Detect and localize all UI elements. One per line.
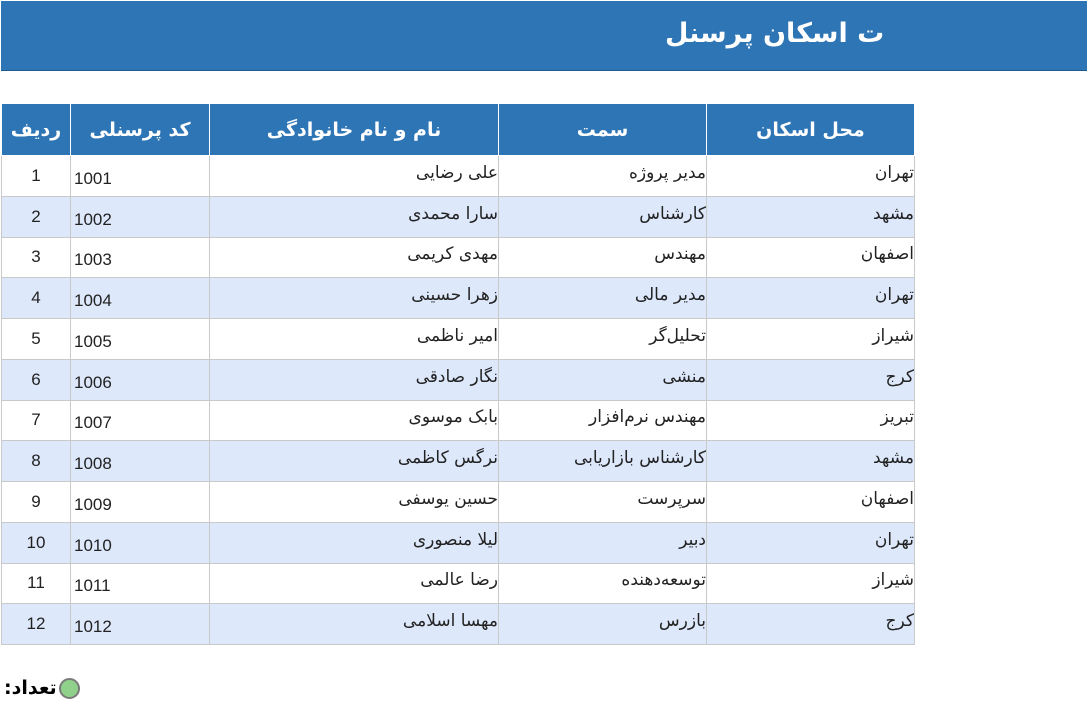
- cell-location[interactable]: [707, 522, 915, 563]
- cell-location-text: شیراز: [872, 325, 914, 346]
- cell-position-text: توسعه‌دهنده: [621, 570, 706, 591]
- cell-position[interactable]: [499, 319, 707, 360]
- cell-row-number-text: 3: [31, 247, 41, 267]
- cell-full-name[interactable]: [210, 522, 499, 563]
- cell-personnel-code-text: 1008: [74, 454, 112, 474]
- table-row[interactable]: [2, 604, 915, 645]
- cell-position-text: مهندس: [654, 244, 706, 265]
- cell-full-name[interactable]: [210, 156, 499, 197]
- cell-location-text: تبریز: [880, 407, 914, 428]
- cell-row-number-text: 9: [31, 491, 41, 511]
- cell-location[interactable]: [707, 319, 915, 360]
- cell-row-number[interactable]: [2, 278, 71, 319]
- cell-position[interactable]: [499, 441, 707, 482]
- count-area: [4, 677, 80, 707]
- cell-position-text: کارشناس: [639, 203, 706, 224]
- cell-row-number-text: 8: [31, 451, 41, 471]
- cell-location-text: تهران: [874, 285, 914, 306]
- cell-location-text: شیراز: [872, 570, 914, 591]
- cell-position[interactable]: [499, 237, 707, 278]
- cell-row-number[interactable]: [2, 319, 71, 360]
- cell-row-number-text: 12: [26, 614, 46, 634]
- cell-personnel-code-text: 1006: [74, 372, 112, 392]
- cell-position-text: تحلیل‌گر: [649, 325, 706, 346]
- column-header-personnel-code[interactable]: کد پرسنلی: [71, 104, 210, 156]
- cell-row-number-text: 7: [31, 410, 41, 430]
- cell-personnel-code[interactable]: [71, 604, 210, 645]
- cell-row-number-text: 5: [31, 328, 41, 348]
- cell-position[interactable]: [499, 522, 707, 563]
- cell-full-name-text: حسین یوسفی: [398, 488, 498, 509]
- column-header-position[interactable]: سمت: [499, 104, 707, 156]
- cell-row-number-text: 10: [26, 532, 46, 552]
- cell-full-name-text: علی رضایی: [415, 162, 498, 183]
- cell-full-name-text: نرگس کاظمی: [397, 448, 498, 469]
- cell-location-text: مشهد: [872, 448, 914, 469]
- cell-row-number[interactable]: [2, 563, 71, 604]
- cell-personnel-code[interactable]: [71, 237, 210, 278]
- staff-table: [1, 103, 915, 645]
- cell-location[interactable]: [707, 604, 915, 645]
- cell-personnel-code[interactable]: [71, 563, 210, 604]
- cell-personnel-code-text: 1009: [74, 494, 112, 514]
- cell-row-number[interactable]: [2, 156, 71, 197]
- cell-position[interactable]: [499, 359, 707, 400]
- table-row[interactable]: [2, 522, 915, 563]
- cell-personnel-code[interactable]: [71, 278, 210, 319]
- cell-full-name[interactable]: [210, 237, 499, 278]
- table-header-row: [2, 104, 915, 156]
- cell-position-text: بازرس: [658, 611, 706, 632]
- cell-full-name-text: سارا محمدی: [408, 203, 498, 224]
- cell-position-text: منشی: [662, 366, 706, 387]
- cell-personnel-code[interactable]: [71, 156, 210, 197]
- cell-full-name[interactable]: [210, 604, 499, 645]
- cell-full-name-text: لیلا منصوری: [412, 529, 498, 550]
- cell-personnel-code-text: 1002: [74, 209, 112, 229]
- cell-full-name[interactable]: [210, 319, 499, 360]
- table-row[interactable]: [2, 400, 915, 441]
- cell-position-text: مهندس نرم‌افزار: [589, 407, 706, 428]
- cell-position[interactable]: [499, 278, 707, 319]
- cell-personnel-code[interactable]: [71, 441, 210, 482]
- cell-location-text: اصفهان: [860, 244, 914, 265]
- cell-personnel-code[interactable]: [71, 319, 210, 360]
- cell-location[interactable]: [707, 278, 915, 319]
- cell-position[interactable]: [499, 482, 707, 523]
- cell-position[interactable]: [499, 400, 707, 441]
- cell-position[interactable]: [499, 196, 707, 237]
- cell-position-text: سرپرست: [637, 488, 706, 509]
- table-row[interactable]: [2, 441, 915, 482]
- cell-full-name[interactable]: [210, 441, 499, 482]
- cell-personnel-code-text: 1004: [74, 291, 112, 311]
- cell-full-name[interactable]: [210, 563, 499, 604]
- cell-personnel-code[interactable]: [71, 359, 210, 400]
- cell-location[interactable]: [707, 400, 915, 441]
- table-row[interactable]: [2, 278, 915, 319]
- cell-row-number[interactable]: [2, 400, 71, 441]
- cell-personnel-code[interactable]: [71, 400, 210, 441]
- cell-full-name-text: زهرا حسینی: [411, 285, 498, 306]
- cell-personnel-code-text: 1010: [74, 535, 112, 555]
- cell-full-name[interactable]: [210, 359, 499, 400]
- cell-position-text: کارشناس بازاریابی: [573, 448, 706, 469]
- cell-position[interactable]: [499, 604, 707, 645]
- cell-personnel-code-text: 1003: [74, 250, 112, 270]
- cell-personnel-code[interactable]: [71, 482, 210, 523]
- cell-row-number-text: 1: [31, 165, 41, 185]
- cell-location[interactable]: [707, 563, 915, 604]
- table-row[interactable]: [2, 319, 915, 360]
- cell-location[interactable]: [707, 237, 915, 278]
- cell-location-text: تهران: [874, 529, 914, 550]
- cell-full-name-text: امیر ناظمی: [416, 325, 498, 346]
- cell-location[interactable]: [707, 156, 915, 197]
- cell-row-number[interactable]: [2, 196, 71, 237]
- cell-personnel-code-text: 1007: [74, 413, 112, 433]
- table-row[interactable]: [2, 482, 915, 523]
- cell-full-name-text: نگار صادقی: [415, 366, 498, 387]
- table-row[interactable]: [2, 359, 915, 400]
- cell-location-text: تهران: [874, 162, 914, 183]
- cell-location[interactable]: [707, 359, 915, 400]
- cell-personnel-code-text: 1005: [74, 331, 112, 351]
- cell-position-text: مدیر پروژه: [629, 162, 706, 183]
- cell-personnel-code-text: 1001: [74, 168, 112, 188]
- cell-full-name[interactable]: [210, 196, 499, 237]
- count-indicator-circle[interactable]: [59, 678, 80, 699]
- cell-row-number[interactable]: [2, 237, 71, 278]
- cell-location[interactable]: [707, 196, 915, 237]
- cell-full-name-text: بابک موسوی: [408, 407, 498, 428]
- count-label: تعداد:: [4, 677, 57, 699]
- cell-full-name[interactable]: [210, 278, 499, 319]
- cell-row-number-text: 11: [27, 573, 45, 593]
- cell-location-text: مشهد: [872, 203, 914, 224]
- page-title: ت اسکان پرسنل: [665, 18, 885, 49]
- cell-row-number[interactable]: [2, 522, 71, 563]
- cell-full-name-text: رضا عالمی: [420, 570, 498, 591]
- cell-full-name[interactable]: [210, 482, 499, 523]
- cell-row-number-text: 2: [31, 206, 41, 226]
- cell-personnel-code[interactable]: [71, 522, 210, 563]
- column-header-location[interactable]: محل اسکان: [707, 104, 915, 156]
- cell-personnel-code[interactable]: [71, 196, 210, 237]
- table-row[interactable]: [2, 237, 915, 278]
- cell-location[interactable]: [707, 482, 915, 523]
- cell-row-number[interactable]: [2, 482, 71, 523]
- cell-full-name[interactable]: [210, 400, 499, 441]
- cell-row-number[interactable]: [2, 359, 71, 400]
- cell-position[interactable]: [499, 563, 707, 604]
- table-row[interactable]: [2, 156, 915, 197]
- column-header-full-name[interactable]: نام و نام خانوادگی: [210, 104, 499, 156]
- cell-location[interactable]: [707, 441, 915, 482]
- cell-location-text: کرج: [885, 611, 914, 632]
- table-row[interactable]: [2, 563, 915, 604]
- cell-row-number-text: 6: [31, 369, 41, 389]
- cell-row-number[interactable]: [2, 441, 71, 482]
- cell-personnel-code-text: 1011: [74, 576, 111, 596]
- cell-location-text: اصفهان: [860, 488, 914, 509]
- cell-full-name-text: مهدی کریمی: [407, 244, 498, 265]
- title-bar: [1, 1, 1087, 71]
- cell-position-text: مدیر مالی: [634, 285, 706, 306]
- cell-row-number[interactable]: [2, 604, 71, 645]
- table-row[interactable]: [2, 196, 915, 237]
- cell-location-text: کرج: [885, 366, 914, 387]
- table-body: [2, 156, 915, 645]
- cell-position[interactable]: [499, 156, 707, 197]
- cell-row-number-text: 4: [31, 288, 41, 308]
- column-header-row-number[interactable]: ردیف: [2, 104, 71, 156]
- cell-full-name-text: مهسا اسلامی: [402, 611, 498, 632]
- cell-position-text: دبیر: [679, 529, 706, 550]
- cell-personnel-code-text: 1012: [74, 617, 112, 637]
